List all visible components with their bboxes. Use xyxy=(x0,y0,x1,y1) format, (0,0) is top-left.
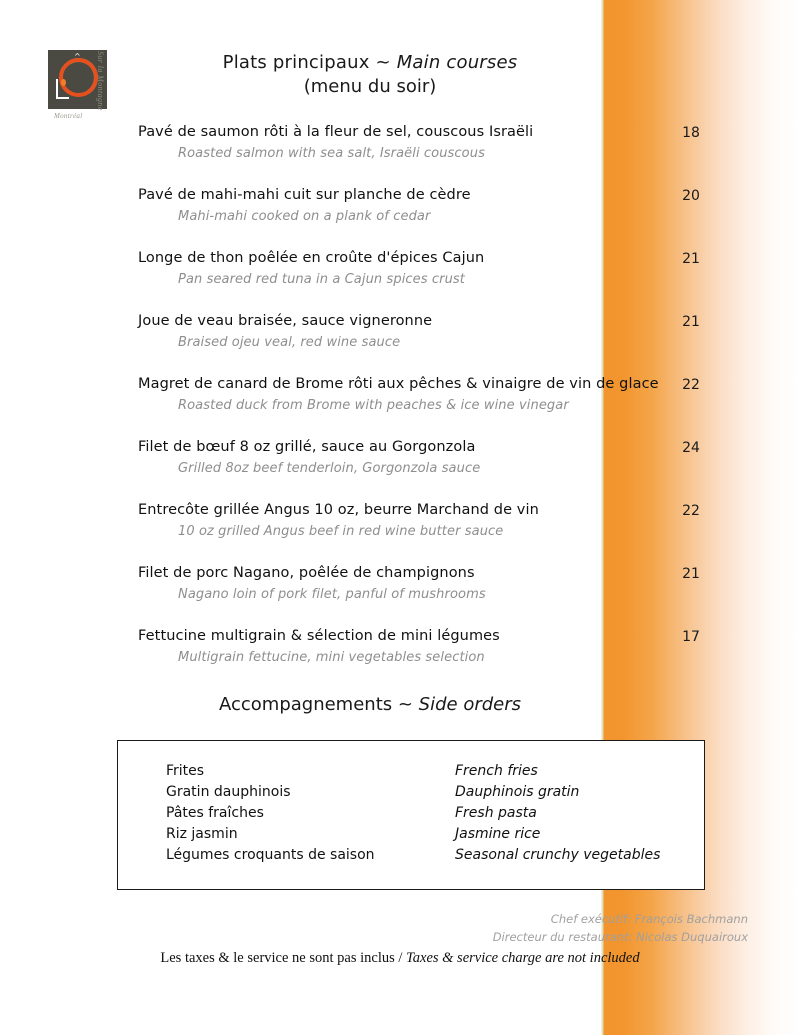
side-order-french: Légumes croquants de saison xyxy=(166,847,375,863)
side-order-french: Frites xyxy=(166,763,205,779)
course-name-english: Nagano loin of pork filet, panful of mushrooms xyxy=(178,587,486,602)
side-order-english: Dauphinois gratin xyxy=(455,784,580,800)
course-name-french: Longe de thon poêlée en croûte d'épices Cajun xyxy=(138,250,485,266)
course-item xyxy=(0,565,800,628)
course-name-english: Braised ojeu veal, red wine sauce xyxy=(178,335,401,350)
side-order-english: French fries xyxy=(455,763,538,779)
side-order-french: Riz jasmin xyxy=(166,826,238,842)
side-order-english: Fresh pasta xyxy=(455,805,537,821)
side-orders-heading xyxy=(140,694,600,715)
course-item xyxy=(0,628,800,691)
credit-line: Chef exécutif: François Bachmann xyxy=(550,912,748,926)
side-order-french: Gratin dauphinois xyxy=(166,784,291,800)
logo-city-label: Montréal xyxy=(54,112,83,120)
side-orders-heading-separator: ~ xyxy=(392,694,419,715)
side-orders-list xyxy=(118,763,704,868)
logo-letter-l-icon xyxy=(56,79,69,99)
course-price: 20 xyxy=(682,188,700,204)
page-title-french: Plats principaux xyxy=(222,52,370,73)
page-title-english: Main courses xyxy=(396,52,518,73)
course-name-french: Magret de canard de Brome rôti aux pêches & vinaigre de vin de glace xyxy=(138,376,659,392)
side-order-english: Seasonal crunchy vegetables xyxy=(455,847,661,863)
course-name-english: Grilled 8oz beef tenderloin, Gorgonzola sauce xyxy=(178,461,481,476)
side-orders-heading-french: Accompagnements xyxy=(218,694,393,715)
credit-line: Directeur du restaurant: Nicolas Duquairoux xyxy=(492,930,748,944)
course-price: 21 xyxy=(682,314,700,330)
course-name-english: 10 oz grilled Angus beef in red wine butter sauce xyxy=(178,524,504,539)
course-name-english: Roasted salmon with sea salt, Israëli couscous xyxy=(178,146,485,161)
side-order-item xyxy=(118,847,704,868)
course-name-french: Pavé de saumon rôti à la fleur de sel, couscous Israëli xyxy=(138,124,534,140)
side-order-item xyxy=(118,826,704,847)
side-order-english: Jasmine rice xyxy=(455,826,541,842)
course-name-english: Multigrain fettucine, mini vegetables selection xyxy=(178,650,485,665)
course-name-french: Entrecôte grillée Angus 10 oz, beurre Marchand de vin xyxy=(138,502,539,518)
side-orders-box xyxy=(117,740,705,890)
course-item xyxy=(0,187,800,250)
taxes-note-french: Les taxes & le service ne sont pas inclus xyxy=(160,950,399,966)
course-price: 21 xyxy=(682,566,700,582)
course-price: 17 xyxy=(682,629,700,645)
side-order-french: Pâtes fraîches xyxy=(166,805,264,821)
side-orders-heading-english: Side orders xyxy=(418,694,522,715)
course-price: 21 xyxy=(682,251,700,267)
page-title-separator: ~ xyxy=(369,52,397,73)
course-price: 22 xyxy=(682,377,700,393)
logo-vertical-text: Sur la Montagne xyxy=(96,51,105,111)
course-name-french: Pavé de mahi-mahi cuit sur planche de cèdre xyxy=(138,187,471,203)
course-item xyxy=(0,124,800,187)
taxes-note xyxy=(0,950,800,967)
course-item xyxy=(0,502,800,565)
taxes-note-english: Taxes & service charge are not included xyxy=(406,950,640,966)
logo-circumflex-icon: ^ xyxy=(74,52,81,61)
side-order-item xyxy=(118,763,704,784)
page-subtitle: (menu du soir) xyxy=(303,76,437,97)
main-courses-list xyxy=(0,124,800,691)
course-name-french: Filet de bœuf 8 oz grillé, sauce au Gorgonzola xyxy=(138,439,476,455)
course-item xyxy=(0,439,800,502)
course-name-english: Pan seared red tuna in a Cajun spices crust xyxy=(178,272,465,287)
course-name-english: Mahi-mahi cooked on a plank of cedar xyxy=(178,209,431,224)
credits xyxy=(300,910,748,946)
side-order-item xyxy=(118,805,704,826)
taxes-note-separator: / xyxy=(398,950,407,966)
course-name-english: Roasted duck from Brome with peaches & ice wine vinegar xyxy=(178,398,569,413)
course-price: 22 xyxy=(682,503,700,519)
course-item xyxy=(0,250,800,313)
course-name-french: Fettucine multigrain & sélection de mini légumes xyxy=(138,628,500,644)
course-price: 24 xyxy=(682,440,700,456)
restaurant-logo xyxy=(48,50,134,128)
course-name-french: Joue de veau braisée, sauce vigneronne xyxy=(138,313,433,329)
course-item xyxy=(0,313,800,376)
side-order-item xyxy=(118,784,704,805)
course-item xyxy=(0,376,800,439)
course-name-french: Filet de porc Nagano, poêlée de champignons xyxy=(138,565,475,581)
page-title xyxy=(140,52,600,97)
page-title-line xyxy=(140,52,600,73)
course-price: 18 xyxy=(682,125,700,141)
